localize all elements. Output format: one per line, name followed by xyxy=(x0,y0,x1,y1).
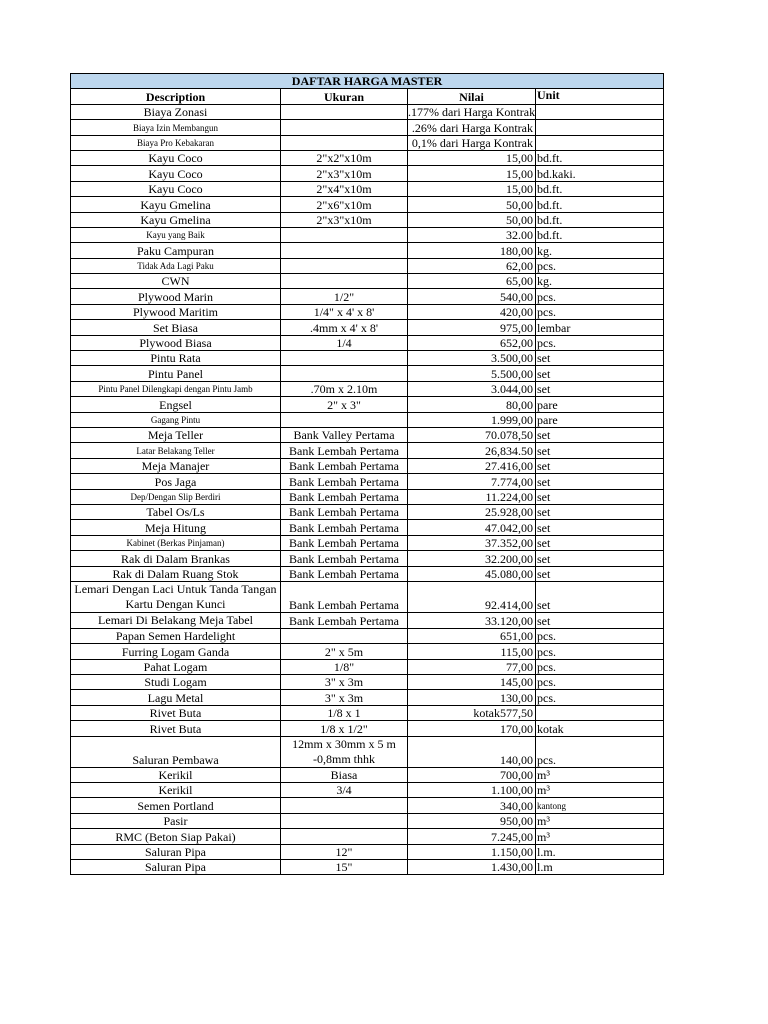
row-value: 651,00 xyxy=(408,628,536,643)
table-row xyxy=(71,366,664,381)
row-value: 47.042,00 xyxy=(408,520,536,535)
row-value: 652,00 xyxy=(408,335,536,350)
table-row xyxy=(71,581,664,612)
row-unit: set xyxy=(536,489,664,504)
row-value: 33.120,00 xyxy=(408,612,536,628)
row-size xyxy=(281,412,408,427)
row-size: Bank Lembah Pertama xyxy=(281,489,408,504)
row-size: 3/4 xyxy=(281,783,408,798)
row-unit xyxy=(536,135,664,150)
row-value: 170,00 xyxy=(408,721,536,736)
row-unit: pcs. xyxy=(536,690,664,705)
row-description: Meja Manajer xyxy=(71,458,281,473)
table-row xyxy=(71,443,664,458)
table-row xyxy=(71,504,664,519)
row-size: 12" xyxy=(281,844,408,859)
table-row xyxy=(71,859,664,874)
row-value: 32.00 xyxy=(408,227,536,242)
row-size: 2"x6"x10m xyxy=(281,197,408,212)
table-row xyxy=(71,551,664,566)
header-row xyxy=(71,89,664,104)
row-unit: pcs. xyxy=(536,644,664,659)
row-description: Saluran Pipa xyxy=(71,859,281,874)
table-row xyxy=(71,612,664,628)
row-size xyxy=(281,120,408,135)
table-row xyxy=(71,489,664,504)
row-unit: bd.ft. xyxy=(536,212,664,227)
row-unit: pcs. xyxy=(536,628,664,643)
table-row xyxy=(71,628,664,643)
row-size: 1/4 xyxy=(281,335,408,350)
row-description: Rivet Buta xyxy=(71,705,281,720)
row-description: Dep/Dengan Slip Berdiri xyxy=(71,489,281,504)
row-value: 1.430,00 xyxy=(408,859,536,874)
row-description: Engsel xyxy=(71,397,281,412)
table-title: DAFTAR HARGA MASTER xyxy=(71,74,664,89)
row-description: Plywood Biasa xyxy=(71,335,281,350)
row-unit: pcs. xyxy=(536,258,664,273)
row-unit: kotak xyxy=(536,721,664,736)
row-description: Tabel Os/Ls xyxy=(71,504,281,519)
row-unit: pcs. xyxy=(536,289,664,304)
row-unit: m³ xyxy=(536,829,664,844)
row-value: 340,00 xyxy=(408,798,536,813)
row-unit: kg. xyxy=(536,243,664,258)
row-description: Tidak Ada Lagi Paku xyxy=(71,258,281,273)
row-description: Kayu Coco xyxy=(71,166,281,181)
table-row xyxy=(71,474,664,489)
row-value: 180,00 xyxy=(408,243,536,258)
row-size: 1/8 x 1 xyxy=(281,705,408,720)
row-size: 2"x3"x10m xyxy=(281,166,408,181)
row-value: 37.352,00 xyxy=(408,535,536,550)
table-row xyxy=(71,458,664,473)
row-size: 15" xyxy=(281,859,408,874)
row-value: 950,00 xyxy=(408,813,536,828)
row-unit: set xyxy=(536,443,664,458)
row-unit: set xyxy=(536,381,664,396)
row-size: .70m x 2.10m xyxy=(281,381,408,396)
row-size: Biasa xyxy=(281,767,408,782)
table-row xyxy=(71,335,664,350)
table-row xyxy=(71,104,664,119)
row-value: 1.999,00 xyxy=(408,412,536,427)
row-description: Plywood Maritim xyxy=(71,304,281,319)
row-unit: bd.ft. xyxy=(536,197,664,212)
table-row xyxy=(71,243,664,258)
row-description: Studi Logam xyxy=(71,675,281,690)
row-value: 700,00 xyxy=(408,767,536,782)
row-unit: l.m xyxy=(536,859,664,874)
row-size xyxy=(281,351,408,366)
row-value: 975,00 xyxy=(408,320,536,335)
row-unit: kantong xyxy=(536,798,664,813)
row-description: Furring Logam Ganda xyxy=(71,644,281,659)
row-unit: pcs. xyxy=(536,335,664,350)
row-description: Pintu Panel Dilengkapi dengan Pintu Jamb xyxy=(71,381,281,396)
row-unit: set xyxy=(536,551,664,566)
row-description: Pahat Logam xyxy=(71,659,281,674)
row-value: 77,00 xyxy=(408,659,536,674)
row-value: 62,00 xyxy=(408,258,536,273)
row-size: 3" x 3m xyxy=(281,675,408,690)
row-size xyxy=(281,135,408,150)
row-description: Semen Portland xyxy=(71,798,281,813)
row-description: Kayu Coco xyxy=(71,150,281,165)
table-row xyxy=(71,197,664,212)
row-value: 15,00 xyxy=(408,181,536,196)
row-value: 7.774,00 xyxy=(408,474,536,489)
row-description: Kayu Coco xyxy=(71,181,281,196)
row-value: 27.416,00 xyxy=(408,458,536,473)
row-description: Kayu yang Baik xyxy=(71,227,281,242)
row-unit: set xyxy=(536,535,664,550)
table-row xyxy=(71,829,664,844)
row-value: 65,00 xyxy=(408,274,536,289)
row-description: Rak di Dalam Brankas xyxy=(71,551,281,566)
row-size xyxy=(281,243,408,258)
row-description: Gagang Pintu xyxy=(71,412,281,427)
row-unit: pcs. xyxy=(536,304,664,319)
row-unit: lembar xyxy=(536,320,664,335)
table-row xyxy=(71,150,664,165)
row-unit: set xyxy=(536,520,664,535)
table-row xyxy=(71,644,664,659)
table-row xyxy=(71,675,664,690)
row-unit: set xyxy=(536,474,664,489)
row-value: 420,00 xyxy=(408,304,536,319)
table-row xyxy=(71,212,664,227)
row-value: 50,00 xyxy=(408,197,536,212)
row-value: kotak577,50 xyxy=(408,705,536,720)
row-size: 1/8 x 1/2" xyxy=(281,721,408,736)
row-size xyxy=(281,104,408,119)
row-unit: set xyxy=(536,504,664,519)
row-unit: pcs. xyxy=(536,659,664,674)
table-row xyxy=(71,690,664,705)
row-value: 3.044,00 xyxy=(408,381,536,396)
table-row xyxy=(71,351,664,366)
table-row xyxy=(71,320,664,335)
title-row xyxy=(71,74,664,89)
row-description: Plywood Marin xyxy=(71,289,281,304)
row-value: 80,00 xyxy=(408,397,536,412)
row-size: Bank Lembah Pertama xyxy=(281,458,408,473)
row-size: Bank Lembah Pertama xyxy=(281,581,408,612)
table-row xyxy=(71,289,664,304)
row-unit: bd.ft. xyxy=(536,150,664,165)
row-description: Biaya Izin Membangun xyxy=(71,120,281,135)
row-value: 92.414,00 xyxy=(408,581,536,612)
row-value: 32.200,00 xyxy=(408,551,536,566)
row-size: Bank Lembah Pertama xyxy=(281,551,408,566)
row-description: Biaya Zonasi xyxy=(71,104,281,119)
row-value: 11.224,00 xyxy=(408,489,536,504)
table-row xyxy=(71,767,664,782)
row-unit: pcs. xyxy=(536,675,664,690)
header-description: Description xyxy=(71,89,281,104)
row-description: Saluran Pembawa xyxy=(71,736,281,767)
table-row xyxy=(71,258,664,273)
row-value: 45.080,00 xyxy=(408,566,536,581)
row-unit: m³ xyxy=(536,783,664,798)
row-unit: pcs. xyxy=(536,736,664,767)
row-size: Bank Lembah Pertama xyxy=(281,566,408,581)
row-unit: pare xyxy=(536,397,664,412)
row-size: Bank Lembah Pertama xyxy=(281,474,408,489)
row-value: 3.500,00 xyxy=(408,351,536,366)
row-value: 1.100,00 xyxy=(408,783,536,798)
row-size: 2" x 3" xyxy=(281,397,408,412)
table-row xyxy=(71,844,664,859)
row-unit: set xyxy=(536,351,664,366)
row-value: 0,1% dari Harga Kontrak xyxy=(408,135,536,150)
row-description: Pintu Panel xyxy=(71,366,281,381)
row-value: .26% dari Harga Kontrak xyxy=(408,120,536,135)
header-size: Ukuran xyxy=(281,89,408,104)
row-value: 15,00 xyxy=(408,150,536,165)
row-size: Bank Lembah Pertama xyxy=(281,520,408,535)
row-value: 115,00 xyxy=(408,644,536,659)
table-row xyxy=(71,736,664,767)
table-row xyxy=(71,427,664,442)
row-description: Paku Campuran xyxy=(71,243,281,258)
table-row xyxy=(71,120,664,135)
table-row xyxy=(71,227,664,242)
row-description: Set Biasa xyxy=(71,320,281,335)
table-row xyxy=(71,535,664,550)
row-size: 3" x 3m xyxy=(281,690,408,705)
row-size: 2"x4"x10m xyxy=(281,181,408,196)
row-description: CWN xyxy=(71,274,281,289)
row-value: 7.245,00 xyxy=(408,829,536,844)
row-description: Lagu Metal xyxy=(71,690,281,705)
row-description: Papan Semen Hardelight xyxy=(71,628,281,643)
row-description: Kerikil xyxy=(71,783,281,798)
row-description: Kayu Gmelina xyxy=(71,212,281,227)
row-size xyxy=(281,829,408,844)
row-unit: l.m. xyxy=(536,844,664,859)
row-size: Bank Lembah Pertama xyxy=(281,612,408,628)
row-value: 145,00 xyxy=(408,675,536,690)
table-row xyxy=(71,520,664,535)
row-description: Kayu Gmelina xyxy=(71,197,281,212)
row-size: 2"x3"x10m xyxy=(281,212,408,227)
row-unit: set xyxy=(536,581,664,612)
table-row xyxy=(71,135,664,150)
row-unit: bd.ft. xyxy=(536,181,664,196)
row-size: .4mm x 4' x 8' xyxy=(281,320,408,335)
row-size: Bank Lembah Pertama xyxy=(281,535,408,550)
table-row xyxy=(71,397,664,412)
row-value: 1.150,00 xyxy=(408,844,536,859)
table-row xyxy=(71,274,664,289)
table-row xyxy=(71,783,664,798)
row-value: 25.928,00 xyxy=(408,504,536,519)
row-unit: kg. xyxy=(536,274,664,289)
row-unit: set xyxy=(536,612,664,628)
table-row xyxy=(71,181,664,196)
row-unit: pare xyxy=(536,412,664,427)
row-description: Rak di Dalam Ruang Stok xyxy=(71,566,281,581)
row-description: Kabinet (Berkas Pinjaman) xyxy=(71,535,281,550)
row-description: Pintu Rata xyxy=(71,351,281,366)
row-description: Meja Hitung xyxy=(71,520,281,535)
header-unit: Unit xyxy=(536,89,664,104)
row-description: Lemari Dengan Laci Untuk Tanda Tangan Kartu Dengan Kunci xyxy=(71,581,281,612)
header-value: Nilai xyxy=(408,89,536,104)
row-size: 1/2" xyxy=(281,289,408,304)
row-size: Bank Lembah Pertama xyxy=(281,504,408,519)
table-row xyxy=(71,721,664,736)
row-size xyxy=(281,628,408,643)
row-size: 1/8" xyxy=(281,659,408,674)
row-description: Pos Jaga xyxy=(71,474,281,489)
row-description: Saluran Pipa xyxy=(71,844,281,859)
row-description: Biaya Pro Kebakaran xyxy=(71,135,281,150)
table-row xyxy=(71,304,664,319)
row-unit xyxy=(536,120,664,135)
table-row xyxy=(71,705,664,720)
table-row xyxy=(71,412,664,427)
row-size xyxy=(281,258,408,273)
row-unit xyxy=(536,104,664,119)
row-unit: m³ xyxy=(536,767,664,782)
row-value: 15,00 xyxy=(408,166,536,181)
table-row xyxy=(71,381,664,396)
row-value: 540,00 xyxy=(408,289,536,304)
table-row xyxy=(71,659,664,674)
price-list-table xyxy=(70,73,664,875)
row-unit: set xyxy=(536,366,664,381)
table-row xyxy=(71,566,664,581)
row-unit xyxy=(536,705,664,720)
row-size xyxy=(281,798,408,813)
row-size: Bank Lembah Pertama xyxy=(281,443,408,458)
row-description: Meja Teller xyxy=(71,427,281,442)
row-value: 130,00 xyxy=(408,690,536,705)
row-size: 2"x2"x10m xyxy=(281,150,408,165)
row-value: .177% dari Harga Kontrak xyxy=(408,105,536,120)
row-size xyxy=(281,274,408,289)
row-description: Kerikil xyxy=(71,767,281,782)
row-unit: bd.kaki. xyxy=(536,166,664,181)
row-description: Rivet Buta xyxy=(71,721,281,736)
row-description: RMC (Beton Siap Pakai) xyxy=(71,829,281,844)
row-description: Latar Belakang Teller xyxy=(71,443,281,458)
row-description: Pasir xyxy=(71,813,281,828)
row-size: 1/4" x 4' x 8' xyxy=(281,304,408,319)
row-size xyxy=(281,366,408,381)
row-unit: m³ xyxy=(536,813,664,828)
table-row xyxy=(71,166,664,181)
row-value: 50,00 xyxy=(408,212,536,227)
row-value: 26,834.50 xyxy=(408,443,536,458)
row-size xyxy=(281,813,408,828)
row-value: 140,00 xyxy=(408,736,536,767)
row-unit: set xyxy=(536,427,664,442)
table-row xyxy=(71,813,664,828)
row-unit: set xyxy=(536,566,664,581)
table-row xyxy=(71,798,664,813)
row-size xyxy=(281,227,408,242)
row-unit: bd.ft. xyxy=(536,227,664,242)
row-value: 70.078,50 xyxy=(408,427,536,442)
row-size: 2" x 5m xyxy=(281,644,408,659)
row-size: Bank Valley Pertama xyxy=(281,427,408,442)
row-unit: set xyxy=(536,458,664,473)
row-size: 12mm x 30mm x 5 m -0,8mm thhk xyxy=(281,736,408,767)
row-value: 5.500,00 xyxy=(408,366,536,381)
row-description: Lemari Di Belakang Meja Tabel xyxy=(71,612,281,628)
